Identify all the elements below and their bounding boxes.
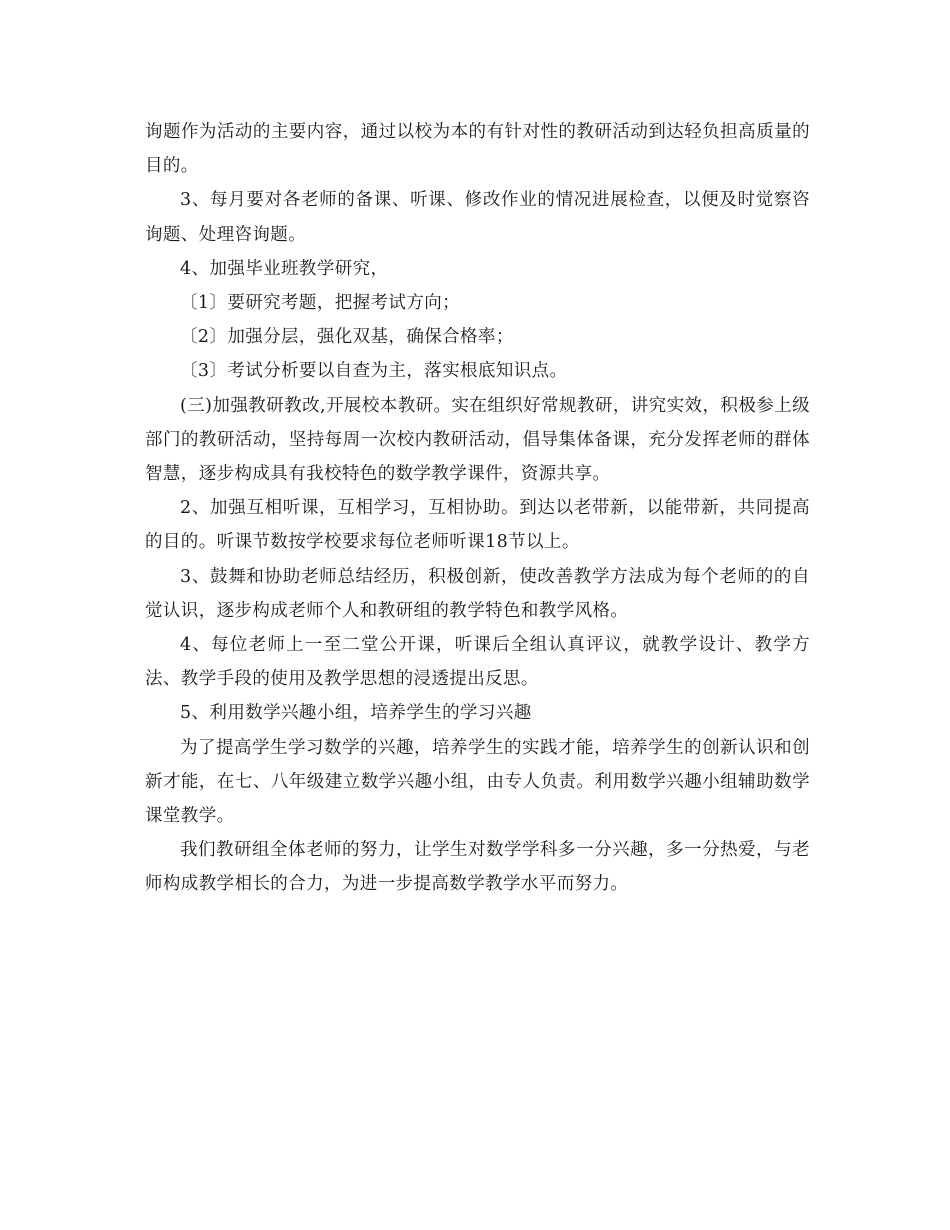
paragraph-subitem-1: 〔1〕要研究考题，把握考试方向； — [180, 293, 461, 314]
document-body — [145, 115, 810, 902]
paragraph-item-4-graduating-class: 4、加强毕业班教学研究， — [180, 258, 389, 279]
paragraph-interest-group-detail: 为了提高学生学习数学的兴趣，培养学生的实践才能，培养学生的创新认识和创新才能，在七、八年级建立数学兴趣小组，由专人负责。利用数学兴趣小组辅助数学课堂教学。 — [145, 737, 810, 827]
paragraph-section-3-teaching-research: (三)加强教研教改,开展校本教研。实在组织好常规教研，讲究实效，积极参上级部门的教研活动，坚持每周一次校内教研活动，倡导集体备课，充分发挥老师的群体智慧，逐步构成具有我校特色的数学教学课件，资源共享。 — [145, 395, 810, 485]
paragraph-item-5-interest-group: 5、利用数学兴趣小组，培养学生的学习兴趣 — [180, 703, 532, 724]
paragraph-subitem-2: 〔2〕加强分层，强化双基，确保合格率； — [180, 327, 514, 348]
paragraph-item-3-inspection: 3、每月要对各老师的备课、听课、修改作业的情况进展检查，以便及时觉察咨询题、处理咨询题。 — [145, 190, 810, 245]
paragraph-item-2-mutual-observation: 2、加强互相听课，互相学习，互相协助。到达以老带新，以能带新，共同提高的目的。听课节数按学校要求每位老师听课18节以上。 — [145, 498, 810, 553]
paragraph-conclusion: 我们教研组全体老师的努力，让学生对数学学科多一分兴趣，多一分热爱，与老师构成教学相长的合力，为进一步提高数学教学水平而努力。 — [145, 840, 810, 895]
paragraph-continuation: 询题作为活动的主要内容，通过以校为本的有针对性的教研活动到达轻负担高质量的目的。 — [145, 122, 810, 177]
paragraph-item-4-open-class: 4、每位老师上一至二堂公开课，听课后全组认真评议，就教学设计、教学方法、教学手段的使用及教学思想的浸透提出反思。 — [145, 635, 810, 690]
paragraph-item-3-experience-summary: 3、鼓舞和协助老师总结经历，积极创新，使改善教学方法成为每个老师的的自觉认识，逐步构成老师个人和教研组的教学特色和教学风格。 — [145, 566, 810, 621]
paragraph-subitem-3: 〔3〕考试分析要以自查为主，落实根底知识点。 — [180, 361, 568, 382]
